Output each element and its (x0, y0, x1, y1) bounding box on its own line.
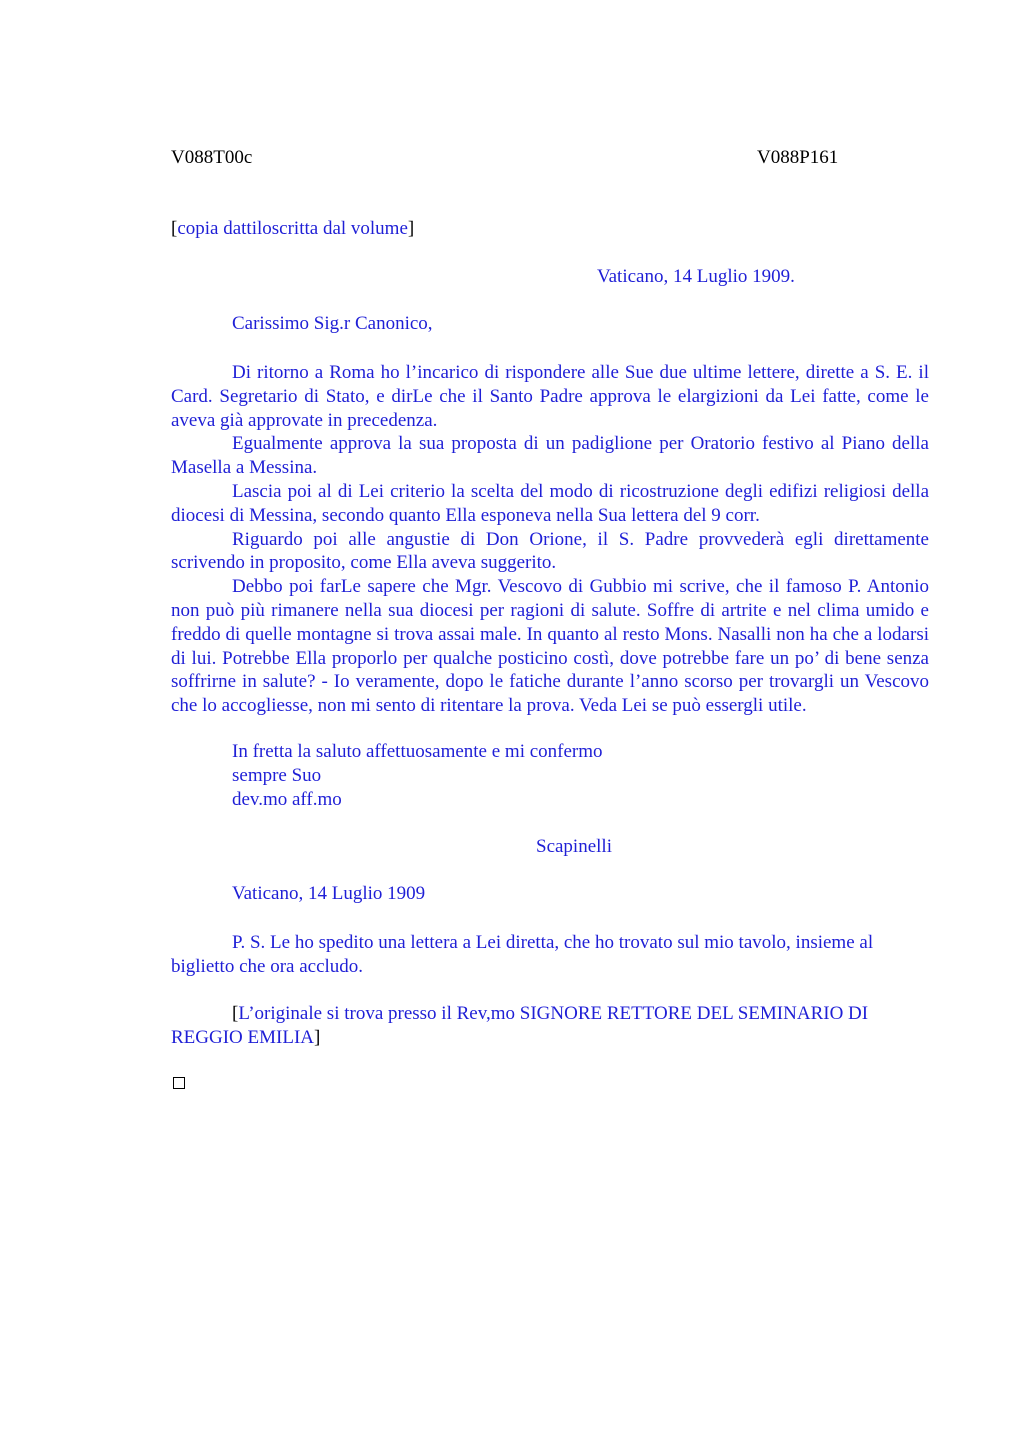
document-code-right: V088P161 (757, 147, 839, 168)
copy-source-text: copia dattiloscritta dal volume (177, 218, 408, 239)
closing-line: dev.mo aff.mo (232, 788, 342, 810)
letter-postscript: P. S. Le ho spedito una lettera a Lei diretta, che ho trovato sul mio tavolo, insieme al biglietto che ora accludo. (171, 932, 874, 977)
letter-salutation: Carissimo Sig.r Canonico, (232, 313, 433, 334)
letter-dateline: Vaticano, 14 Luglio 1909. (597, 266, 795, 287)
letter-paragraph: Debbo poi farLe sapere che Mgr. Vescovo di Gubbio mi scrive, che il famoso P. Antonio non può più rimanere nella sua diocesi per ragioni di salute. Soffre di artrite e nel clima umido e freddo di quelle montagne si trova assai male. In quanto al resto Mons. Nasalli non ha che a lodarsi di lui. Potrebbe Ella proporlo per qualche posticino costì, dove potrebbe fare un po’ di bene senza soffrirne in salute? - Io veramente, dopo le fatiche durante l’anno scorso per trovargli un Vescovo che lo accogliesse, non mi sento di ritentare la prova. Veda Lei se può essergli utile. (171, 576, 929, 717)
original-location-note (171, 1002, 929, 1050)
letter-paragraph: Egualmente approva la sua proposta di un padiglione per Oratorio festivo al Piano della Masella a Messina. (171, 433, 929, 479)
letter-signature: Scapinelli (536, 836, 612, 857)
bracket-open: [ (171, 218, 178, 239)
letter-paragraph: Lascia poi al di Lei criterio la scelta del modo di ricostruzione degli edifizi religiosi della diocesi di Messina, secondo quanto Ella esponeva nella Sua lettera del 9 corr. (171, 480, 929, 526)
bracket-close: ] (407, 218, 415, 239)
closing-line: In fretta la saluto affettuosamente e mi confermo (232, 741, 603, 762)
letter-date-repeat: Vaticano, 14 Luglio 1909 (232, 883, 426, 904)
bracket-open: [ (232, 1003, 239, 1024)
letter-closing (232, 740, 603, 811)
empty-square-icon (173, 1077, 185, 1089)
document-page (171, 0, 929, 1450)
closing-line: sempre Suo (232, 764, 322, 786)
original-location-text: L’originale si trova presso il Rev,mo SIGNORE RETTORE DEL SEMINARIO DI REGGIO EMILIA (171, 1003, 869, 1048)
document-code-left: V088T00c (171, 147, 253, 168)
letter-paragraph: Riguardo poi alle angustie di Don Orione, il S. Padre provvederà egli direttamente scrivendo in proposito, come Ella aveva suggerito. (171, 528, 929, 574)
letter-paragraph: Di ritorno a Roma ho l’incarico di rispondere alle Sue due ultime lettere, dirette a S. E. il Card. Segretario di Stato, e dirLe che il Santo Padre approva le elargizioni da Lei fatte, come le aveva già approvate in precedenza. (171, 362, 929, 431)
letter-body (171, 361, 929, 718)
bracket-close: ] (314, 1026, 321, 1048)
copy-source-note (171, 218, 414, 240)
